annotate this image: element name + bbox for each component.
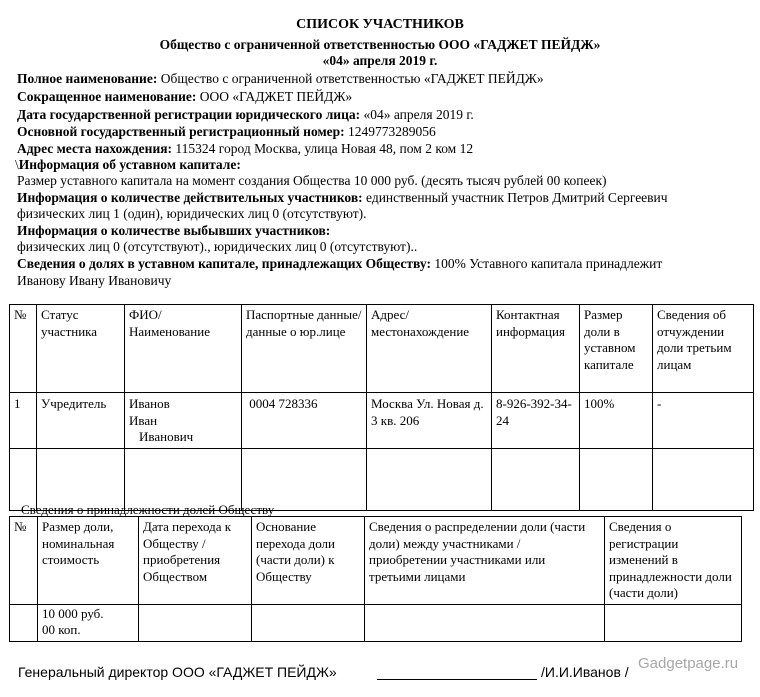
empty-cell	[580, 448, 653, 510]
address-line	[17, 140, 473, 157]
company-shares-header-row	[10, 517, 742, 605]
ogrn-value: 1249773289056	[344, 124, 436, 139]
table-row	[10, 393, 754, 449]
company-shares-label: Сведения о долях в уставном капитале, принадлежащих Обществу:	[17, 256, 431, 271]
cell-passport: 0004 728336	[242, 393, 367, 449]
short-name-value: ООО «ГАДЖЕТ ПЕЙДЖ»	[196, 89, 353, 104]
empty-cell	[125, 448, 242, 510]
share-size-line: 10 000 руб.	[42, 605, 104, 621]
signature-line	[377, 679, 537, 680]
empty-cell	[653, 448, 754, 510]
header-cell: Сведения об отчуждении доли третьим лицам	[653, 305, 754, 393]
full-name-label: Полное наименование:	[17, 71, 158, 86]
address-value: 115324 город Москва, улица Новая 48, пом 2 ком 12	[172, 141, 474, 156]
header-cell: ФИО/ Наименование	[125, 305, 242, 393]
document-date: «04» апреля 2019 г.	[322, 53, 438, 68]
full-name-value: Общество с ограниченной ответственностью «ГАДЖЕТ ПЕЙДЖ»	[157, 71, 544, 86]
signature-name: /И.И.Иванов /	[541, 664, 629, 680]
cell-share: 100%	[580, 393, 653, 449]
name-line: Иванович	[139, 429, 194, 444]
cell-contact: 8-926-392-34-24	[492, 393, 580, 449]
left-participants-label: Информация о количестве выбывших участников:	[17, 223, 331, 238]
participants-table	[9, 304, 754, 511]
cell-num: 1	[10, 393, 37, 449]
active-participants-count: физических лиц 1 (один), юридических лиц 0 (отсутствуют).	[17, 206, 367, 221]
reg-date-label: Дата государственной регистрации юридического лица:	[17, 107, 361, 122]
cell-num	[10, 604, 38, 641]
company-title: Общество с ограниченной ответственностью ООО «ГАДЖЕТ ПЕЙДЖ»	[159, 37, 601, 52]
table-row-empty	[10, 448, 754, 510]
director-title: Генеральный директор ООО «ГАДЖЕТ ПЕЙДЖ»	[18, 664, 337, 680]
company-shares-value: 100% Уставного капитала принадлежит	[430, 256, 663, 271]
short-name-label: Сокращенное наименование:	[17, 89, 197, 104]
reg-date-line	[17, 106, 474, 123]
cell-address: Москва Ул. Новая д. 3 кв. 206	[367, 393, 492, 449]
header-cell: Сведения о распределении доли (части доли) между участниками / приобретении участниками или третьими лицами	[365, 517, 605, 605]
empty-cell	[242, 448, 367, 510]
header-cell: Размер доли в уставном капитале	[580, 305, 653, 393]
company-shares-line	[17, 255, 662, 272]
empty-cell	[139, 604, 252, 641]
empty-cell	[605, 604, 742, 641]
empty-cell	[37, 448, 125, 510]
left-participants-value: физических лиц 0 (отсутствуют)., юридических лиц 0 (отсутствуют)..	[17, 239, 418, 254]
header-cell: №	[10, 305, 37, 393]
cell-status: Учредитель	[37, 393, 125, 449]
document-title: СПИСОК УЧАСТНИКОВ	[296, 17, 464, 32]
ogrn-line	[17, 123, 436, 140]
empty-cell	[365, 604, 605, 641]
active-participants-label: Информация о количестве действительных участников:	[17, 190, 363, 205]
active-participants-value: единственный участник Петров Дмитрий Сергеевич	[362, 190, 668, 205]
participants-header-row	[10, 305, 754, 393]
header-cell: Паспортные данные/ данные о юр.лице	[242, 305, 367, 393]
company-shares-owner: Иванову Ивану Ивановичу	[17, 273, 172, 288]
cell-name	[125, 393, 242, 449]
full-name-line	[17, 70, 544, 87]
header-cell: Контактная информация	[492, 305, 580, 393]
active-participants-line	[17, 189, 668, 206]
watermark: Gadgetpage.ru	[638, 655, 739, 672]
capital-label: Информация об уставном капитале:	[18, 157, 241, 172]
cell-share-size	[38, 604, 139, 641]
header-cell: Сведения о регистрации изменений в принадлежности доли (части доли)	[605, 517, 742, 605]
address-label: Адрес места нахождения:	[17, 141, 173, 156]
table-row	[10, 604, 742, 641]
header-cell: Адрес/ местонахождение	[367, 305, 492, 393]
company-shares-table	[9, 516, 742, 642]
capital-value: Размер уставного капитала на момент создания Общества 10 000 руб. (десять тысяч рублей 00 копеек)	[17, 173, 607, 188]
share-size-line: 00 коп.	[42, 622, 81, 637]
header-cell: Дата перехода к Обществу / приобретения Обществом	[139, 517, 252, 605]
cell-alienation: -	[653, 393, 754, 449]
header-cell: Размер доли, номинальная стоимость	[38, 517, 139, 605]
empty-cell	[492, 448, 580, 510]
header-cell: Основание перехода доли (части доли) к Обществу	[252, 517, 365, 605]
header-cell: №	[10, 517, 38, 605]
ogrn-label: Основной государственный регистрационный номер:	[17, 124, 345, 139]
reg-date-value: «04» апреля 2019 г.	[360, 107, 474, 122]
capital-prefix: \	[15, 157, 19, 172]
capital-label-line	[15, 156, 241, 173]
name-line: Иванов	[129, 396, 170, 411]
empty-cell	[367, 448, 492, 510]
name-line: Иван	[129, 412, 158, 428]
header-cell: Статус участника	[37, 305, 125, 393]
empty-cell	[252, 604, 365, 641]
short-name-line	[17, 88, 352, 105]
empty-cell	[10, 448, 37, 510]
company-shares-caption: Сведения о принадлежности долей Обществу	[21, 502, 275, 517]
